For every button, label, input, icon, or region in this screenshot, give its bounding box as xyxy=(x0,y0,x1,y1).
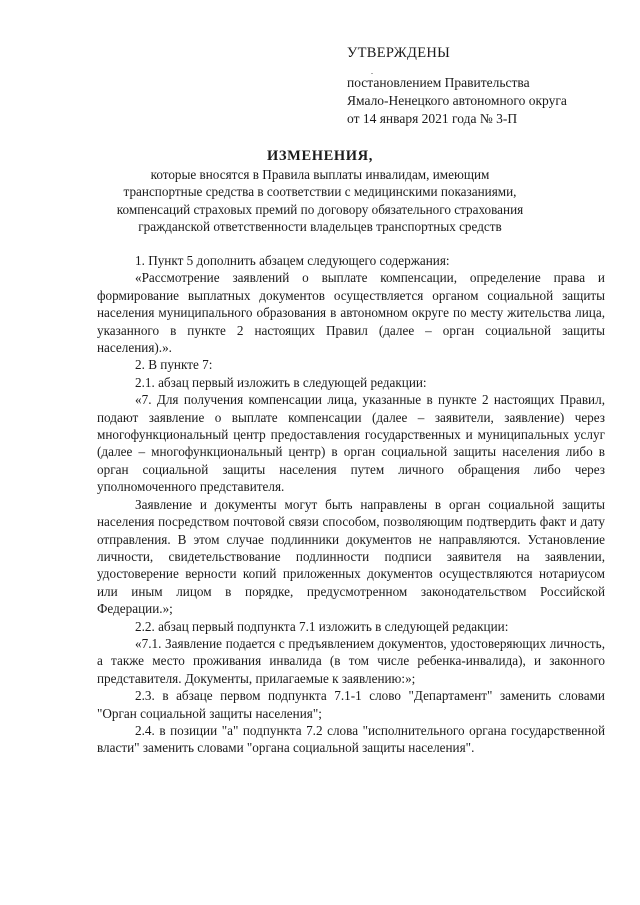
document-heading xyxy=(80,148,560,235)
approval-line-1: постановлением Правительства xyxy=(347,75,530,90)
approval-title: УТВЕРЖДЕНЫ xyxy=(347,45,451,61)
heading-subtitle-line: которые вносятся в Правила выплаты инвалидам, имеющим xyxy=(150,167,490,183)
paragraph-item-2-4: 2.4. в позиции "а" подпункта 7.2 слова "исполнительного органа государственной власти" заменить словами "органа социальной защиты населения". xyxy=(97,722,605,756)
paragraph-quote-7-1: «7.1. Заявление подается с предъявлением документов, удостоверяющих личность, а также место проживания инвалида (в том числе ребенка-инвалида), и законного представителя. Документы, прилагаемые к заявлению:»; xyxy=(97,635,605,686)
paragraph-item-2: 2. В пункте 7: xyxy=(135,357,213,373)
paragraph-quote-7-cont: Заявление и документы могут быть направлены в орган социальной защиты населения посредством почтовой связи способом, позволяющим подтвердить факт и дату отправления. В этом случае подлинники документов не направляются. Установление личности, свидетельствование подлинности подписи заявителя на заявлении, удостоверение верности копий приложенных документов осуществляются нотариусом или иным лицом в порядке, предусмотренном законодательством Российской Федерации.»; xyxy=(97,496,605,617)
paragraph-item-2-2: 2.2. абзац первый подпункта 7.1 изложить в следующей редакции: xyxy=(135,618,509,634)
document-title: ИЗМЕНЕНИЯ, xyxy=(267,148,373,164)
heading-subtitle-line: компенсаций страховых премий по договору обязательного страхования xyxy=(116,201,524,217)
heading-subtitle-line: гражданской ответственности владельцев транспортных средств xyxy=(138,218,502,234)
approval-line-2: Ямало-Ненецкого автономного округа xyxy=(347,93,567,108)
document-body xyxy=(97,252,605,757)
approval-mark: . xyxy=(371,67,373,76)
approval-block xyxy=(347,44,617,128)
approval-line-3: от 14 января 2021 года № 3-П xyxy=(347,111,518,126)
paragraph-quote-1: «Рассмотрение заявлений о выплате компенсации, определение права и формирование выплатных документов осуществляется органом социальной защиты населения муниципального образования в автономном округе по месту жительства лица, указанного в пункте 2 настоящих Правил (далее – орган социальной защиты населения).». xyxy=(97,270,605,356)
heading-subtitle-line: транспортные средства в соответствии с медицинскими показаниями, xyxy=(123,184,517,200)
paragraph-item-2-1: 2.1. абзац первый изложить в следующей редакции: xyxy=(135,374,427,390)
paragraph-item-2-3: 2.3. в абзаце первом подпункта 7.1-1 слово "Департамент" заменить словами "Орган социальной защиты населения"; xyxy=(97,688,605,721)
paragraph-item-1: 1. Пункт 5 дополнить абзацем следующего содержания: xyxy=(135,253,450,268)
paragraph-quote-7: «7. Для получения компенсации лица, указанные в пункте 2 настоящих Правил, подают заявление о выплате компенсации (далее – заявители, заявление) через многофункциональный центр предоставления государственных и муниципальных услуг (далее – многофункциональный центр) в орган социальной защиты населения либо в орган социальной защиты населения путем личного обращения либо через уполномоченного представителя. xyxy=(97,392,605,495)
